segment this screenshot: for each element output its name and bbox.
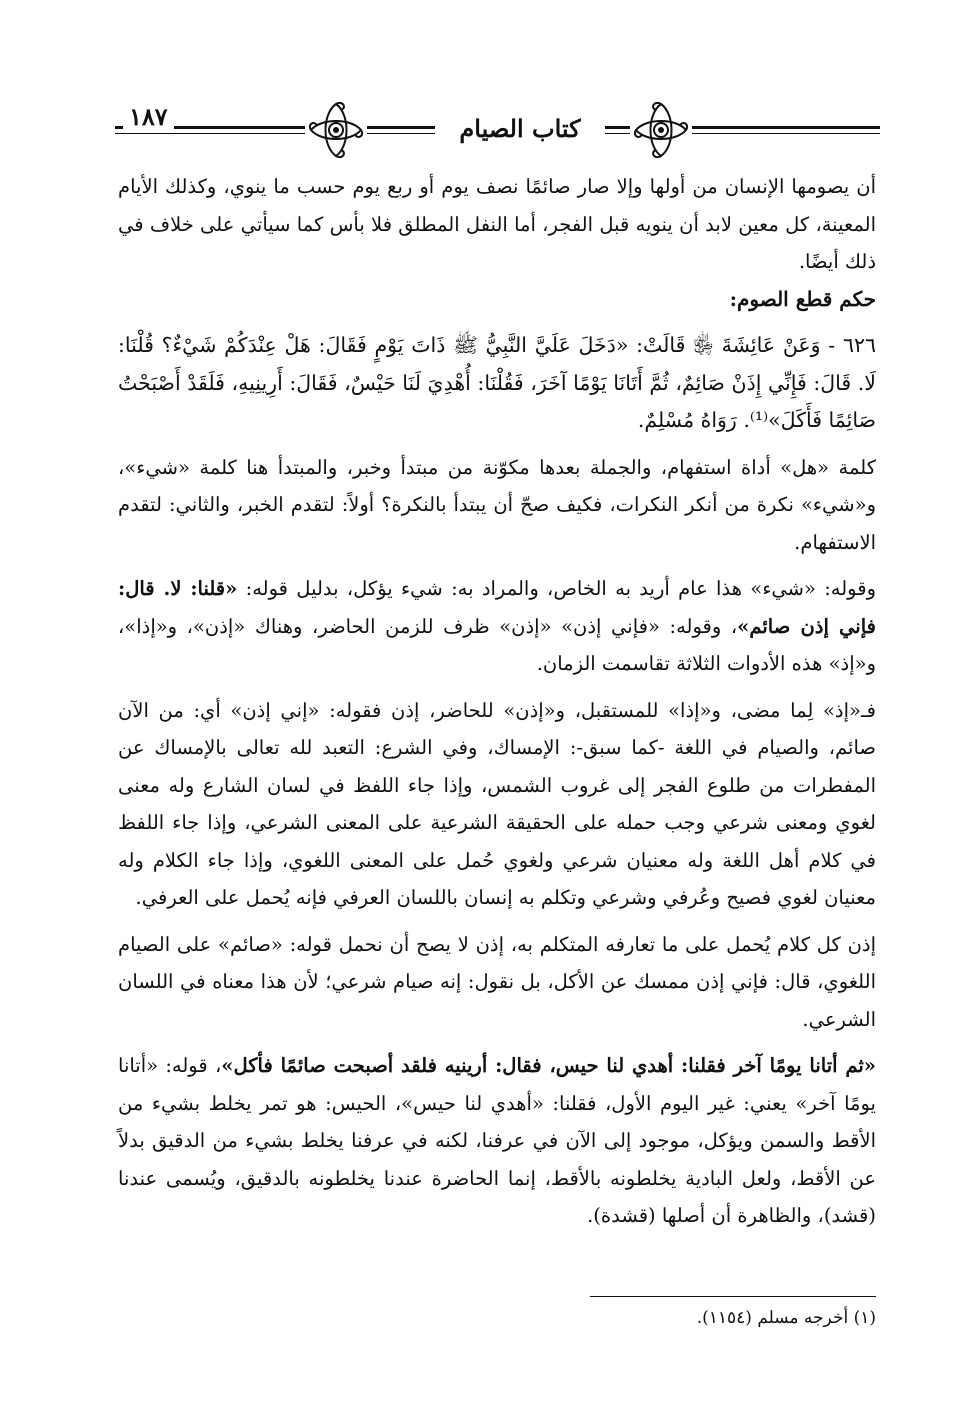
paragraph: فـ«إذ» لِما مضى، و«إذا» للمستقبل، و«إذن» للحاضر، إذن فقوله: «إني إذن» أي: من الآن صائم، والصيام في اللغة -كما سبق-: الإمساك، وفي الشرع: التعبد لله تعالى بالإمساك عن المفطرات من طلوع الفجر إلى غروب الشمس، وإذا جاء اللفظ في لسان الشارع وله معنى لغوي ومعنى شرعي وجب حمله على الحقيقة الشرعية على المعنى الشرعي، وإذا جاء اللفظ في كلام أهل اللغة وله معنيان شرعي ولغوي حُمل على المعنى اللغوي، وإذا جاء الكلام وله معنيان لغوي فصيح وعُرفي وشرعي وتكلم به إنسان باللسان العرفي فإنه يُحمل على العرفي. [118, 698, 876, 909]
paragraph: كلمة «هل» أداة استفهام، والجملة بعدها مكوّنة من مبتدأ وخبر، والمبتدأ هنا كلمة «شيء»، و«شيء» نكرة من أنكر النكرات، فكيف صحّ أن يبتدأ بالنكرة؟ أولاً: لتقدم الخبر، والثاني: لتقدم الاستفهام. [118, 455, 876, 554]
page-number: ١٨٧ [123, 102, 174, 131]
paragraph-text: ، وقوله: «فإني إذن» «إذن» ظرف للزمن الحاضر، وهناك «إذن»، و«إذا»، و«إذ» هذه الأدوات الثلاثة تقاسمت الزمان. [118, 614, 876, 675]
footnote: (١) أخرجه مسلم (١١٥٤). [696, 1308, 876, 1328]
paragraph-text: وقوله: «شيء» هذا عام أريد به الخاص، والمراد به: شيء يؤكل، بدليل قوله: [237, 577, 876, 600]
section-heading: حكم قطع الصوم: [729, 286, 876, 311]
page-body [118, 168, 876, 1235]
paragraph: أن يصومها الإنسان من أولها وإلا صار صائمًا نصف يوم أو ربع يوم حسب ما ينوي، وكذلك الأيام المعينة، كل معين لابد أن ينويه قبل الفجر، أما النفل المطلق فلا بأس كما سيأتي على خلاف في ذلك أيضًا. [118, 175, 876, 273]
footnote-rule [590, 1296, 876, 1297]
quoted-text: «قلنا: لا. قال: فإني إذن صائم» [118, 577, 876, 638]
page-title: كتاب الصيام [435, 114, 605, 143]
ornament-icon [630, 100, 692, 160]
ornament-icon [305, 100, 367, 160]
paragraph-text: ، قوله: «أتانا يومًا آخر» يعني: غير اليوم الأول، فقلنا: «أهدي لنا حيس»، الحيس: هو تمر يخلط بشيء من الأقط والسمن ويؤكل، موجود إلى الآن في عرفنا، لكنه في عرفنا يخلط بشيء من الدقيق بدلاً عن الأقط، ولعل البادية يخلطونه بالأقط، إنما الحاضرة عندنا يخلطونه بالدقيق، ويُسمى عندنا (قشد)، والظاهرة أن أصلها (قشدة). [118, 1054, 876, 1227]
paragraph [118, 570, 876, 683]
hadith-text: ٦٢٦ - وَعَنْ عَائِشَةَ ﵂ قَالَتْ: «دَخَلَ عَلَيَّ النَّبِيُّ ﷺ ذَاتَ يَوْمٍ فَقَالَ: هَلْ عِنْدَكُمْ شَيْءٌ؟ قُلْنَا: لَا. قَالَ: فَإِنِّي إِذَنْ صَائِمٌ، ثُمَّ أَتَانَا يَوْمًا آخَرَ، فَقُلْنَا: أُهْدِيَ لَنَا حَيْسٌ، فَقَالَ: أَرِينِيهِ، فَلَقَدْ أَصْبَحْتُ صَائِمًا فَأَكَلَ»⁽¹⁾. رَوَاهُ مُسْلِمٌ. [118, 333, 876, 432]
paragraph [118, 1047, 876, 1235]
page-header [115, 100, 880, 160]
quoted-text: «ثم أتانا يومًا آخر فقلنا: أهدي لنا حيس، فقال: أرينيه فلقد أصبحت صائمًا فأكل» [221, 1054, 876, 1077]
paragraph: إذن كل كلام يُحمل على ما تعارفه المتكلم به، إذن لا يصح أن نحمل قوله: «صائم» على الصيام اللغوي، قال: فإني إذن ممسك عن الأكل، بل نقول: إنه صيام شرعي؛ لأن هذا معناه في اللسان الشرعي. [118, 932, 876, 1031]
